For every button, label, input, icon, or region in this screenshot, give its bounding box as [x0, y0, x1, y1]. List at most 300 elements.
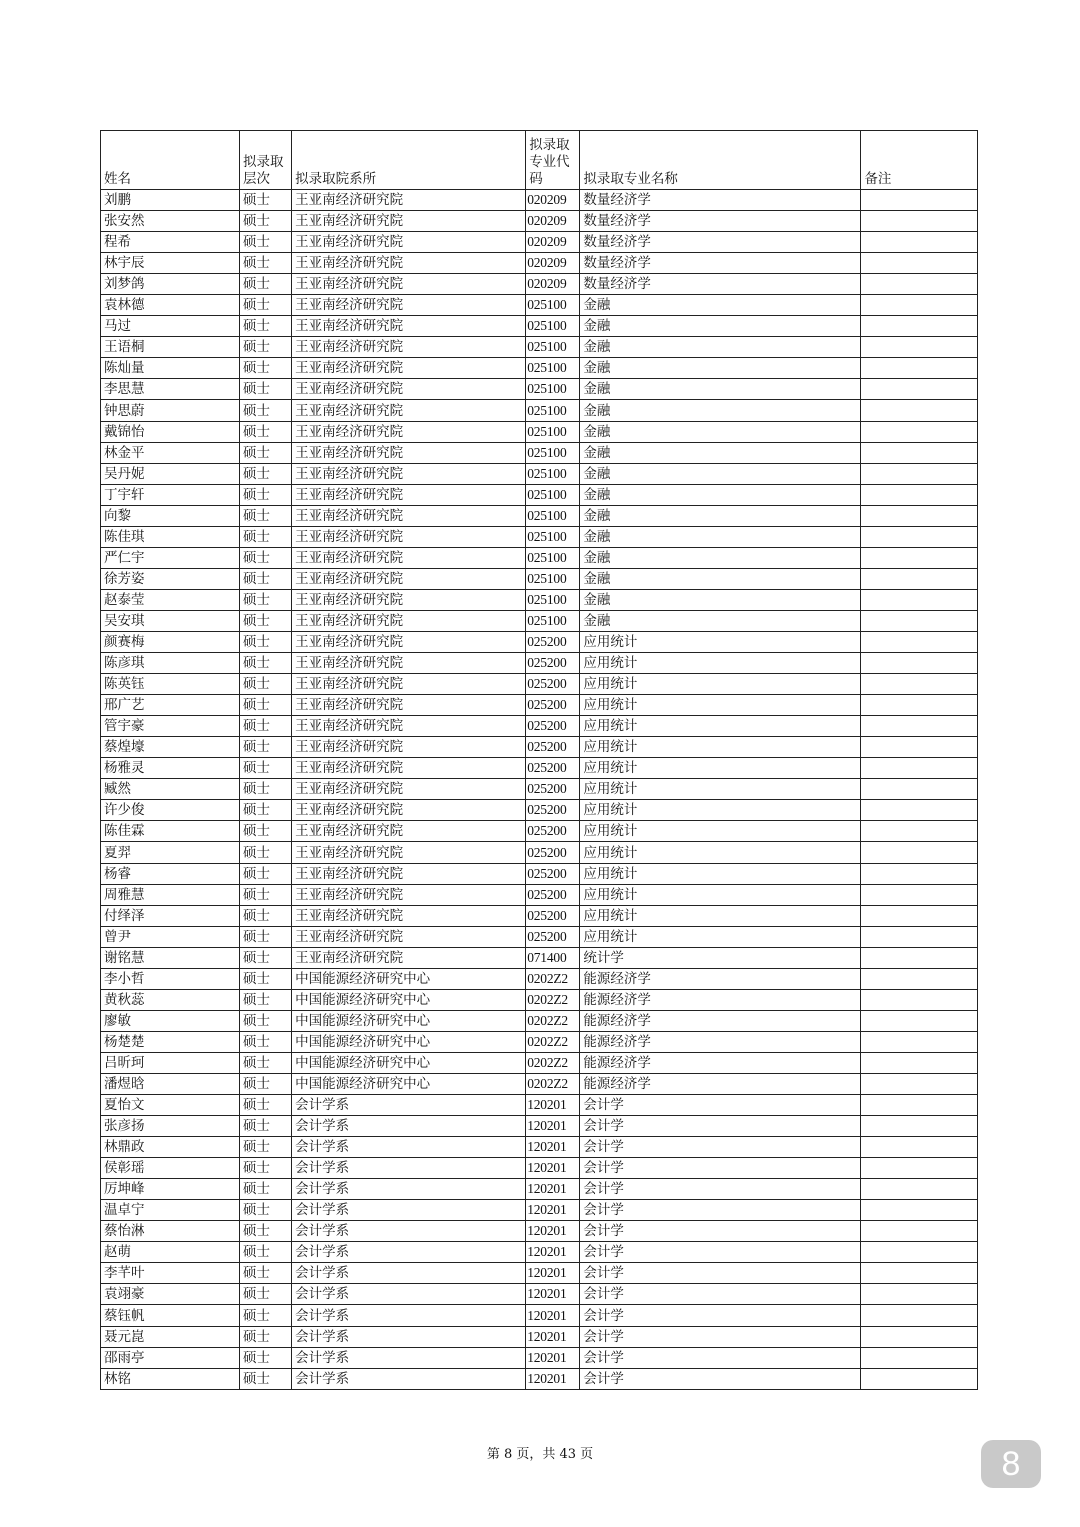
- dept-cell: 王亚南经济研究院: [292, 737, 526, 758]
- major-cell: 能源经济学: [580, 989, 861, 1010]
- note-cell: [861, 190, 978, 211]
- name-cell: 廖敏: [101, 1010, 240, 1031]
- table-row: [101, 295, 978, 316]
- table-row: [101, 884, 978, 905]
- level-cell: 硕士: [240, 884, 292, 905]
- dept-cell: 中国能源经济研究中心: [292, 1031, 526, 1052]
- level-cell: 硕士: [240, 989, 292, 1010]
- major-cell: 应用统计: [580, 631, 861, 652]
- level-cell: 硕士: [240, 674, 292, 695]
- name-cell: 夏怡文: [101, 1095, 240, 1116]
- table-row: [101, 1158, 978, 1179]
- code-cell: 120201: [526, 1137, 580, 1158]
- note-cell: [861, 1031, 978, 1052]
- level-cell: 硕士: [240, 863, 292, 884]
- name-cell: 杨雅灵: [101, 758, 240, 779]
- table-row: [101, 526, 978, 547]
- table-row: [101, 232, 978, 253]
- dept-cell: 王亚南经济研究院: [292, 926, 526, 947]
- table-row: [101, 442, 978, 463]
- name-cell: 蔡怡淋: [101, 1221, 240, 1242]
- major-cell: 应用统计: [580, 905, 861, 926]
- name-cell: 周雅慧: [101, 884, 240, 905]
- table-row: [101, 863, 978, 884]
- dept-cell: 王亚南经济研究院: [292, 631, 526, 652]
- level-cell: 硕士: [240, 1221, 292, 1242]
- header-level: 拟录取层次: [240, 131, 292, 190]
- dept-cell: 会计学系: [292, 1179, 526, 1200]
- code-cell: 120201: [526, 1326, 580, 1347]
- name-cell: 赵泰莹: [101, 589, 240, 610]
- name-cell: 颜赛梅: [101, 631, 240, 652]
- code-cell: 025100: [526, 379, 580, 400]
- code-cell: 025200: [526, 905, 580, 926]
- dept-cell: 会计学系: [292, 1305, 526, 1326]
- table-row: [101, 1221, 978, 1242]
- name-cell: 聂元崑: [101, 1326, 240, 1347]
- major-cell: 应用统计: [580, 653, 861, 674]
- note-cell: [861, 1116, 978, 1137]
- code-cell: 025200: [526, 863, 580, 884]
- level-cell: 硕士: [240, 1305, 292, 1326]
- table-row: [101, 589, 978, 610]
- dept-cell: 王亚南经济研究院: [292, 947, 526, 968]
- major-cell: 会计学: [580, 1221, 861, 1242]
- code-cell: 025200: [526, 884, 580, 905]
- major-cell: 应用统计: [580, 737, 861, 758]
- table-row: [101, 1242, 978, 1263]
- dept-cell: 会计学系: [292, 1242, 526, 1263]
- major-cell: 应用统计: [580, 863, 861, 884]
- major-cell: 应用统计: [580, 821, 861, 842]
- note-cell: [861, 968, 978, 989]
- note-cell: [861, 758, 978, 779]
- code-cell: 025200: [526, 631, 580, 652]
- dept-cell: 王亚南经济研究院: [292, 295, 526, 316]
- name-cell: 严仁宇: [101, 547, 240, 568]
- code-cell: 0202Z2: [526, 1010, 580, 1031]
- level-cell: 硕士: [240, 1137, 292, 1158]
- name-cell: 刘鹏: [101, 190, 240, 211]
- level-cell: 硕士: [240, 947, 292, 968]
- table-row: [101, 379, 978, 400]
- name-cell: 杨睿: [101, 863, 240, 884]
- major-cell: 应用统计: [580, 695, 861, 716]
- table-row: [101, 1347, 978, 1368]
- note-cell: [861, 1326, 978, 1347]
- code-cell: 025200: [526, 695, 580, 716]
- dept-cell: 会计学系: [292, 1263, 526, 1284]
- level-cell: 硕士: [240, 505, 292, 526]
- major-cell: 能源经济学: [580, 1052, 861, 1073]
- major-cell: 会计学: [580, 1179, 861, 1200]
- major-cell: 会计学: [580, 1200, 861, 1221]
- dept-cell: 王亚南经济研究院: [292, 842, 526, 863]
- major-cell: 会计学: [580, 1263, 861, 1284]
- name-cell: 程希: [101, 232, 240, 253]
- table-row: [101, 905, 978, 926]
- note-cell: [861, 1095, 978, 1116]
- major-cell: 金融: [580, 589, 861, 610]
- dept-cell: 王亚南经济研究院: [292, 442, 526, 463]
- code-cell: 020209: [526, 253, 580, 274]
- name-cell: 蔡煌壕: [101, 737, 240, 758]
- header-code: 拟录取专业代码: [526, 131, 580, 190]
- table-row: [101, 1284, 978, 1305]
- name-cell: 林鼎政: [101, 1137, 240, 1158]
- code-cell: 0202Z2: [526, 1052, 580, 1073]
- name-cell: 袁林德: [101, 295, 240, 316]
- table-row: [101, 505, 978, 526]
- name-cell: 李小哲: [101, 968, 240, 989]
- level-cell: 硕士: [240, 211, 292, 232]
- code-cell: 120201: [526, 1368, 580, 1389]
- code-cell: 025100: [526, 295, 580, 316]
- dept-cell: 中国能源经济研究中心: [292, 989, 526, 1010]
- table-row: [101, 1031, 978, 1052]
- level-cell: 硕士: [240, 905, 292, 926]
- table-row: [101, 1073, 978, 1094]
- table-row: [101, 274, 978, 295]
- code-cell: 025100: [526, 526, 580, 547]
- level-cell: 硕士: [240, 1368, 292, 1389]
- note-cell: [861, 526, 978, 547]
- name-cell: 张彦扬: [101, 1116, 240, 1137]
- code-cell: 120201: [526, 1158, 580, 1179]
- level-cell: 硕士: [240, 716, 292, 737]
- name-cell: 陈彦琪: [101, 653, 240, 674]
- code-cell: 120201: [526, 1242, 580, 1263]
- note-cell: [861, 1347, 978, 1368]
- table-row: [101, 1137, 978, 1158]
- major-cell: 能源经济学: [580, 1073, 861, 1094]
- dept-cell: 会计学系: [292, 1116, 526, 1137]
- major-cell: 应用统计: [580, 758, 861, 779]
- note-cell: [861, 442, 978, 463]
- major-cell: 金融: [580, 337, 861, 358]
- note-cell: [861, 1010, 978, 1031]
- dept-cell: 王亚南经济研究院: [292, 800, 526, 821]
- name-cell: 李思慧: [101, 379, 240, 400]
- level-cell: 硕士: [240, 337, 292, 358]
- name-cell: 王语桐: [101, 337, 240, 358]
- name-cell: 赵萌: [101, 1242, 240, 1263]
- major-cell: 金融: [580, 484, 861, 505]
- major-cell: 金融: [580, 568, 861, 589]
- note-cell: [861, 653, 978, 674]
- dept-cell: 中国能源经济研究中心: [292, 968, 526, 989]
- dept-cell: 王亚南经济研究院: [292, 274, 526, 295]
- code-cell: 0202Z2: [526, 989, 580, 1010]
- code-cell: 0202Z2: [526, 1073, 580, 1094]
- name-cell: 潘煜晗: [101, 1073, 240, 1094]
- level-cell: 硕士: [240, 1242, 292, 1263]
- code-cell: 025100: [526, 463, 580, 484]
- level-cell: 硕士: [240, 253, 292, 274]
- code-cell: 120201: [526, 1179, 580, 1200]
- name-cell: 黄秋蕊: [101, 989, 240, 1010]
- level-cell: 硕士: [240, 400, 292, 421]
- dept-cell: 王亚南经济研究院: [292, 526, 526, 547]
- code-cell: 120201: [526, 1200, 580, 1221]
- level-cell: 硕士: [240, 779, 292, 800]
- level-cell: 硕士: [240, 653, 292, 674]
- code-cell: 120201: [526, 1284, 580, 1305]
- major-cell: 应用统计: [580, 779, 861, 800]
- level-cell: 硕士: [240, 1284, 292, 1305]
- dept-cell: 王亚南经济研究院: [292, 547, 526, 568]
- code-cell: 025200: [526, 758, 580, 779]
- major-cell: 数量经济学: [580, 190, 861, 211]
- note-cell: [861, 1158, 978, 1179]
- dept-cell: 王亚南经济研究院: [292, 779, 526, 800]
- level-cell: 硕士: [240, 1179, 292, 1200]
- table-row: [101, 737, 978, 758]
- header-note: 备注: [861, 131, 978, 190]
- note-cell: [861, 863, 978, 884]
- dept-cell: 中国能源经济研究中心: [292, 1073, 526, 1094]
- code-cell: 020209: [526, 274, 580, 295]
- major-cell: 会计学: [580, 1137, 861, 1158]
- table-row: [101, 1326, 978, 1347]
- name-cell: 李芊叶: [101, 1263, 240, 1284]
- dept-cell: 会计学系: [292, 1200, 526, 1221]
- level-cell: 硕士: [240, 547, 292, 568]
- table-row: [101, 1200, 978, 1221]
- note-cell: [861, 1200, 978, 1221]
- table-row: [101, 463, 978, 484]
- level-cell: 硕士: [240, 463, 292, 484]
- table-row: [101, 1305, 978, 1326]
- level-cell: 硕士: [240, 1116, 292, 1137]
- name-cell: 吕昕珂: [101, 1052, 240, 1073]
- note-cell: [861, 1242, 978, 1263]
- dept-cell: 王亚南经济研究院: [292, 379, 526, 400]
- note-cell: [861, 1137, 978, 1158]
- code-cell: 025200: [526, 926, 580, 947]
- name-cell: 徐芳姿: [101, 568, 240, 589]
- note-cell: [861, 1263, 978, 1284]
- dept-cell: 王亚南经济研究院: [292, 716, 526, 737]
- dept-cell: 王亚南经济研究院: [292, 589, 526, 610]
- major-cell: 数量经济学: [580, 253, 861, 274]
- note-cell: [861, 568, 978, 589]
- major-cell: 统计学: [580, 947, 861, 968]
- name-cell: 谢铭慧: [101, 947, 240, 968]
- major-cell: 能源经济学: [580, 968, 861, 989]
- code-cell: 025100: [526, 442, 580, 463]
- major-cell: 数量经济学: [580, 274, 861, 295]
- note-cell: [861, 379, 978, 400]
- level-cell: 硕士: [240, 821, 292, 842]
- level-cell: 硕士: [240, 379, 292, 400]
- code-cell: 025100: [526, 337, 580, 358]
- level-cell: 硕士: [240, 358, 292, 379]
- major-cell: 会计学: [580, 1116, 861, 1137]
- major-cell: 金融: [580, 358, 861, 379]
- major-cell: 应用统计: [580, 842, 861, 863]
- major-cell: 会计学: [580, 1158, 861, 1179]
- major-cell: 会计学: [580, 1305, 861, 1326]
- level-cell: 硕士: [240, 232, 292, 253]
- name-cell: 臧然: [101, 779, 240, 800]
- level-cell: 硕士: [240, 926, 292, 947]
- level-cell: 硕士: [240, 737, 292, 758]
- major-cell: 应用统计: [580, 716, 861, 737]
- name-cell: 林金平: [101, 442, 240, 463]
- table-row: [101, 842, 978, 863]
- table-row: [101, 1179, 978, 1200]
- level-cell: 硕士: [240, 1010, 292, 1031]
- admission-table: [100, 130, 978, 1390]
- code-cell: 120201: [526, 1221, 580, 1242]
- table-row: [101, 947, 978, 968]
- note-cell: [861, 421, 978, 442]
- table-row: [101, 968, 978, 989]
- level-cell: 硕士: [240, 1263, 292, 1284]
- level-cell: 硕士: [240, 842, 292, 863]
- code-cell: 0202Z2: [526, 1031, 580, 1052]
- major-cell: 数量经济学: [580, 211, 861, 232]
- table-row: [101, 653, 978, 674]
- dept-cell: 王亚南经济研究院: [292, 863, 526, 884]
- table-row: [101, 211, 978, 232]
- dept-cell: 王亚南经济研究院: [292, 484, 526, 505]
- code-cell: 025100: [526, 589, 580, 610]
- major-cell: 会计学: [580, 1284, 861, 1305]
- code-cell: 025100: [526, 400, 580, 421]
- level-cell: 硕士: [240, 568, 292, 589]
- major-cell: 能源经济学: [580, 1010, 861, 1031]
- dept-cell: 会计学系: [292, 1368, 526, 1389]
- level-cell: 硕士: [240, 758, 292, 779]
- code-cell: 120201: [526, 1095, 580, 1116]
- table-row: [101, 1368, 978, 1389]
- name-cell: 马过: [101, 316, 240, 337]
- name-cell: 林宇辰: [101, 253, 240, 274]
- code-cell: 025200: [526, 821, 580, 842]
- dept-cell: 王亚南经济研究院: [292, 610, 526, 631]
- table-row: [101, 337, 978, 358]
- dept-cell: 王亚南经济研究院: [292, 253, 526, 274]
- dept-cell: 王亚南经济研究院: [292, 758, 526, 779]
- level-cell: 硕士: [240, 1073, 292, 1094]
- note-cell: [861, 674, 978, 695]
- table-row: [101, 695, 978, 716]
- code-cell: 020209: [526, 232, 580, 253]
- dept-cell: 王亚南经济研究院: [292, 568, 526, 589]
- code-cell: 025100: [526, 505, 580, 526]
- name-cell: 吴丹妮: [101, 463, 240, 484]
- table-row: [101, 1263, 978, 1284]
- dept-cell: 王亚南经济研究院: [292, 358, 526, 379]
- level-cell: 硕士: [240, 316, 292, 337]
- code-cell: 025100: [526, 358, 580, 379]
- table-row: [101, 674, 978, 695]
- note-cell: [861, 1179, 978, 1200]
- level-cell: 硕士: [240, 695, 292, 716]
- note-cell: [861, 295, 978, 316]
- name-cell: 温卓宁: [101, 1200, 240, 1221]
- code-cell: 025100: [526, 484, 580, 505]
- note-cell: [861, 1368, 978, 1389]
- note-cell: [861, 1305, 978, 1326]
- header-name: 姓名: [101, 131, 240, 190]
- name-cell: 管宇豪: [101, 716, 240, 737]
- note-cell: [861, 1052, 978, 1073]
- level-cell: 硕士: [240, 1031, 292, 1052]
- table-row: [101, 484, 978, 505]
- major-cell: 应用统计: [580, 674, 861, 695]
- table-row: [101, 631, 978, 652]
- major-cell: 金融: [580, 421, 861, 442]
- dept-cell: 王亚南经济研究院: [292, 884, 526, 905]
- header-dept: 拟录取院系所: [292, 131, 526, 190]
- major-cell: 金融: [580, 442, 861, 463]
- major-cell: 会计学: [580, 1095, 861, 1116]
- name-cell: 陈佳霖: [101, 821, 240, 842]
- name-cell: 钟思蔚: [101, 400, 240, 421]
- note-cell: [861, 253, 978, 274]
- code-cell: 025100: [526, 421, 580, 442]
- table-row: [101, 1052, 978, 1073]
- code-cell: 025200: [526, 779, 580, 800]
- table-row: [101, 190, 978, 211]
- table-row: [101, 821, 978, 842]
- name-cell: 陈灿量: [101, 358, 240, 379]
- level-cell: 硕士: [240, 1200, 292, 1221]
- note-cell: [861, 884, 978, 905]
- code-cell: 025100: [526, 610, 580, 631]
- note-cell: [861, 337, 978, 358]
- name-cell: 蔡钰帆: [101, 1305, 240, 1326]
- major-cell: 会计学: [580, 1368, 861, 1389]
- note-cell: [861, 316, 978, 337]
- page-footer: 第 8 页，共 43 页: [486, 1447, 594, 1462]
- code-cell: 025200: [526, 800, 580, 821]
- note-cell: [861, 589, 978, 610]
- note-cell: [861, 716, 978, 737]
- major-cell: 金融: [580, 526, 861, 547]
- level-cell: 硕士: [240, 1326, 292, 1347]
- table-row: [101, 358, 978, 379]
- dept-cell: 王亚南经济研究院: [292, 337, 526, 358]
- major-cell: 会计学: [580, 1347, 861, 1368]
- major-cell: 金融: [580, 400, 861, 421]
- major-cell: 应用统计: [580, 800, 861, 821]
- dept-cell: 中国能源经济研究中心: [292, 1010, 526, 1031]
- dept-cell: 会计学系: [292, 1095, 526, 1116]
- note-cell: [861, 1073, 978, 1094]
- table-row: [101, 610, 978, 631]
- code-cell: 025200: [526, 842, 580, 863]
- code-cell: 025100: [526, 568, 580, 589]
- dept-cell: 会计学系: [292, 1137, 526, 1158]
- name-cell: 侯彰瑶: [101, 1158, 240, 1179]
- note-cell: [861, 547, 978, 568]
- name-cell: 邢广艺: [101, 695, 240, 716]
- dept-cell: 王亚南经济研究院: [292, 463, 526, 484]
- code-cell: 025200: [526, 653, 580, 674]
- dept-cell: 会计学系: [292, 1284, 526, 1305]
- dept-cell: 王亚南经济研究院: [292, 653, 526, 674]
- dept-cell: 会计学系: [292, 1347, 526, 1368]
- level-cell: 硕士: [240, 1347, 292, 1368]
- dept-cell: 会计学系: [292, 1221, 526, 1242]
- major-cell: 金融: [580, 463, 861, 484]
- name-cell: 陈佳琪: [101, 526, 240, 547]
- level-cell: 硕士: [240, 526, 292, 547]
